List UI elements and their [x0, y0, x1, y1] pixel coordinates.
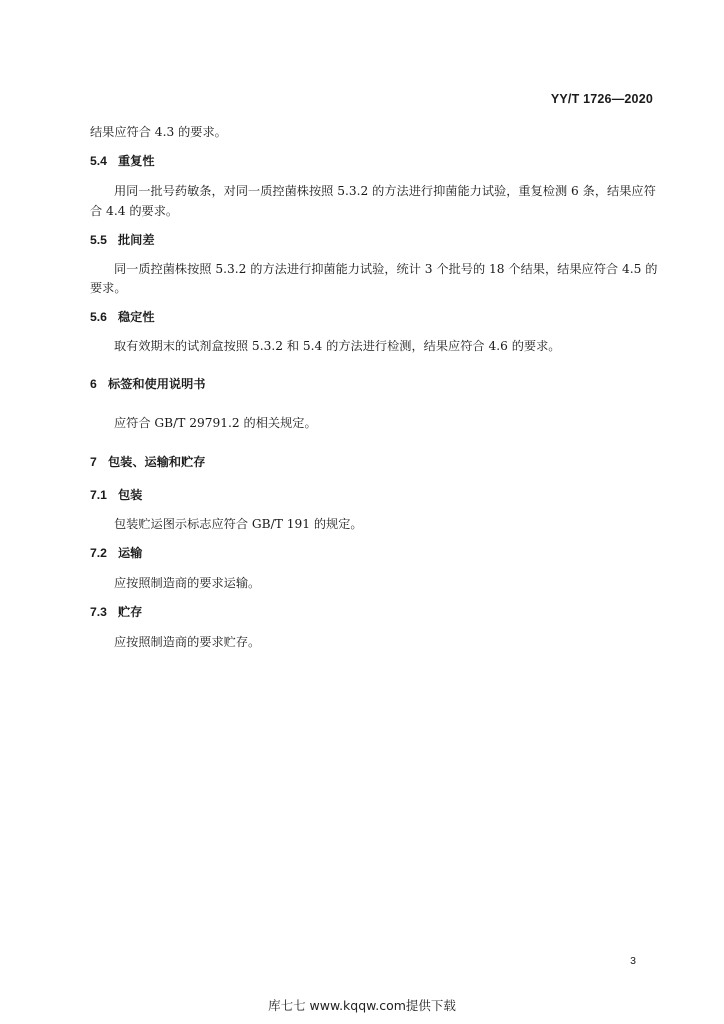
section-number: 6 [90, 377, 97, 391]
section-heading-7-2 [90, 546, 650, 560]
section-title: 稳定性 [118, 310, 155, 324]
body-text: 应符合 GB/T 29791.2 的相关规定。 [114, 416, 317, 430]
section-heading-5-4 [90, 154, 650, 168]
body-text: 要求。 [90, 281, 127, 295]
section-number: 7 [90, 455, 97, 469]
body-text: 用同一批号药敏条，对同一质控菌株按照 5.3.2 的方法进行抑菌能力试验，重复检测 6 条，结果应符 [114, 184, 656, 198]
section-title: 贮存 [118, 605, 143, 619]
page-number: 3 [630, 955, 636, 967]
body-text: 包装贮运图示标志应符合 GB/T 191 的规定。 [114, 517, 363, 531]
body-text: 取有效期末的试剂盒按照 5.3.2 和 5.4 的方法进行检测，结果应符合 4.6 的要求。 [114, 339, 561, 353]
section-number: 7.3 [90, 605, 107, 619]
section-heading-7 [90, 455, 650, 469]
section-number: 5.5 [90, 233, 107, 247]
section-heading-5-6 [90, 310, 650, 324]
standard-code: YY/T 1726—2020 [550, 92, 653, 106]
section-number: 7.1 [90, 488, 107, 502]
download-watermark: 库七七 www.kqqw.com提供下载 [268, 998, 456, 1013]
section-number: 5.4 [90, 154, 107, 168]
section-heading-5-5 [90, 233, 650, 247]
section-heading-6 [90, 377, 650, 391]
section-title: 重复性 [118, 154, 155, 168]
body-text: 同一质控菌株按照 5.3.2 的方法进行抑菌能力试验，统计 3 个批号的 18 个结果，结果应符合 4.5 的 [114, 262, 658, 276]
body-text: 合 4.4 的要求。 [90, 204, 179, 218]
section-title: 包装 [118, 488, 143, 502]
body-text: 应按照制造商的要求贮存。 [114, 635, 261, 649]
section-title: 批间差 [118, 233, 155, 247]
section-title: 运输 [118, 546, 143, 560]
section-heading-7-3 [90, 605, 650, 619]
section-number: 7.2 [90, 546, 107, 560]
section-title: 标签和使用说明书 [108, 377, 206, 391]
section-heading-7-1 [90, 488, 650, 502]
body-text: 应按照制造商的要求运输。 [114, 576, 261, 590]
section-title: 包装、运输和贮存 [108, 455, 206, 469]
body-text: 结果应符合 4.3 的要求。 [90, 125, 227, 139]
section-number: 5.6 [90, 310, 107, 324]
